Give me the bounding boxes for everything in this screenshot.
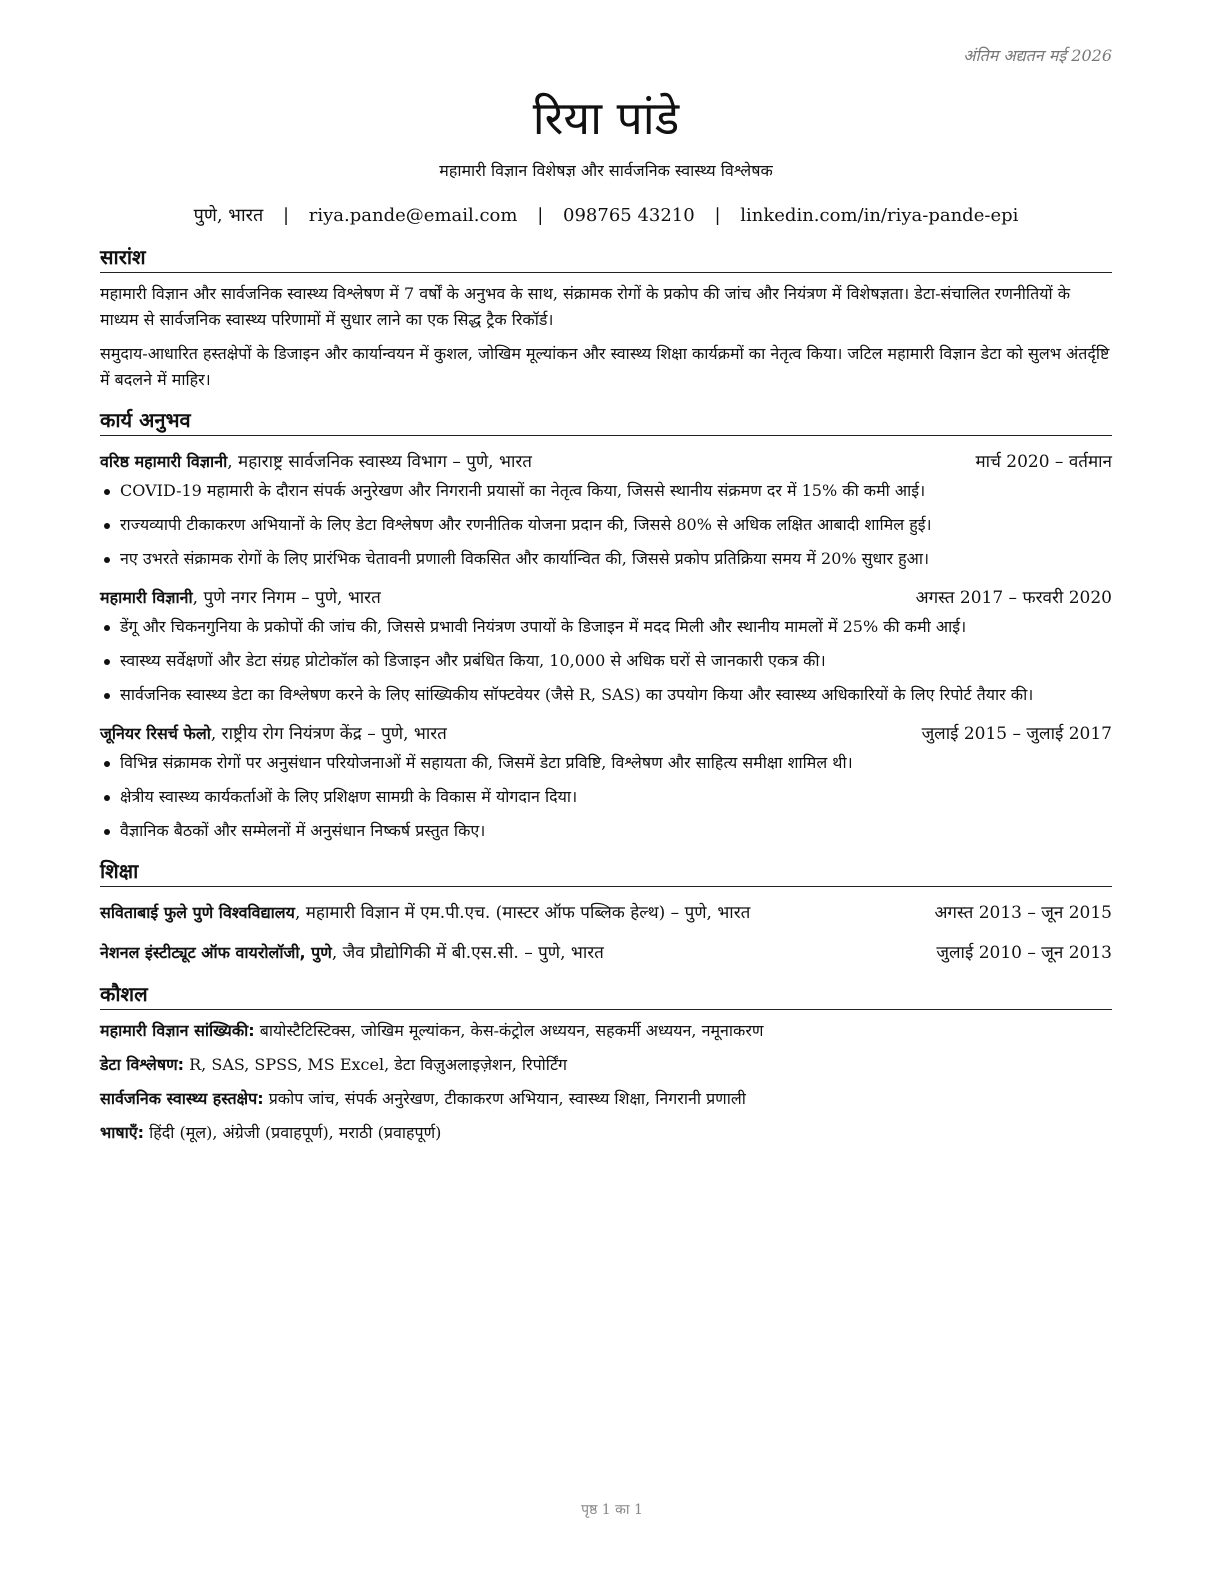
skill-value: प्रकोप जांच, संपर्क अनुरेखण, टीकाकरण अभियान, स्वास्थ्य शिक्षा, निगरानी प्रणाली [263,1089,746,1108]
tagline: महामारी विज्ञान विशेषज्ञ और सार्वजनिक स्वास्थ्य विश्लेषक [439,161,773,180]
education-entry [100,939,1112,967]
contact-separator: | [537,205,544,226]
skill-value: हिंदी (मूल), अंग्रेजी (प्रवाहपूर्ण), मराठी (प्रवाहपूर्ण) [144,1123,442,1142]
page-footer: पृष्ठ 1 का 1 [581,1502,643,1518]
skill-label: महामारी विज्ञान सांख्यिकी: [100,1021,255,1040]
skill-line [100,1120,1112,1146]
job-bullet: वैज्ञानिक बैठकों और सम्मेलनों में अनुसंधान निष्कर्ष प्रस्तुत किए। [100,818,1112,844]
summary-paragraph: समुदाय-आधारित हस्तक्षेपों के डिजाइन और कार्यान्वयन में कुशल, जोखिम मूल्यांकन और स्वास्थ्य शिक्षा कार्यक्रमों का नेतृत्व किया। जटिल महामारी विज्ञान डेटा को सुलभ अंतर्दृष्टि में बदलने में माहिर। [100,344,1110,389]
job-dates: मार्च 2020 – वर्तमान [975,452,1112,472]
job-bullet: स्वास्थ्य सर्वेक्षणों और डेटा संग्रह प्रोटोकॉल को डिजाइन और प्रबंधित किया, 10,000 से अधिक घरों से जानकारी एकत्र की। [100,648,1112,674]
contact-phone: 098765 43210 [563,205,695,226]
contact-separator: | [282,205,290,226]
skills-heading: कौशल [100,981,1112,1010]
job-org: , राष्ट्रीय रोग नियंत्रण केंद्र – पुणे, भारत [210,724,447,744]
experience-heading: कार्य अनुभव [100,407,1112,436]
skill-line [100,1052,1112,1078]
education-dates: अगस्त 2013 – जून 2015 [934,903,1112,923]
summary-heading: सारांश [100,244,1112,273]
skill-label: सार्वजनिक स्वास्थ्य हस्तक्षेप: [100,1089,264,1108]
skill-line [100,1018,1112,1044]
contact-separator: | [714,205,721,226]
job-bullet: COVID-19 महामारी के दौरान संपर्क अनुरेखण और निगरानी प्रयासों का नेतृत्व किया, जिससे स्थानीय संक्रमण दर में 15% की कमी आई। [100,478,1112,504]
education-school: नेशनल इंस्टीट्यूट ऑफ वायरोलॉजी, पुणे [100,943,332,962]
job-bullet: नए उभरते संक्रामक रोगों के लिए प्रारंभिक चेतावनी प्रणाली विकसित और कार्यान्वित की, जिससे प्रकोप प्रतिक्रिया समय में 20% सुधार हुआ। [100,546,1112,572]
last-updated: अंतिम अद्यतन मई 2026 [963,46,1112,65]
job-role: जूनियर रिसर्च फेलो [100,724,211,743]
skill-line [100,1086,1112,1112]
education-detail: , जैव प्रौद्योगिकी में बी.एस.सी. – पुणे, भारत [331,943,604,963]
job-entry [100,448,1112,572]
education-heading: शिक्षा [100,858,1112,887]
contact-line [100,202,1112,230]
job-bullet: क्षेत्रीय स्वास्थ्य कार्यकर्ताओं के लिए प्रशिक्षण सामग्री के विकास में योगदान दिया। [100,784,1112,810]
job-org: , महाराष्ट्र सार्वजनिक स्वास्थ्य विभाग – पुणे, भारत [227,452,532,472]
education-school: सविताबाई फुले पुणे विश्वविद्यालय [100,903,295,922]
skill-value: बायोस्टैटिस्टिक्स, जोखिम मूल्यांकन, केस-कंट्रोल अध्ययन, सहकर्मी अध्ययन, नमूनाकरण [254,1021,764,1040]
job-role: वरिष्ठ महामारी विज्ञानी [100,452,228,471]
job-dates: जुलाई 2015 – जुलाई 2017 [921,724,1112,744]
education-dates: जुलाई 2010 – जून 2013 [936,943,1112,963]
job-entry [100,720,1112,844]
skill-label: डेटा विश्लेषण: [100,1055,185,1074]
resume-page [100,40,1112,1146]
summary-paragraph: महामारी विज्ञान और सार्वजनिक स्वास्थ्य विश्लेषण में 7 वर्षों के अनुभव के साथ, संक्रामक रोगों के प्रकोप की जांच और नियंत्रण में विशेषज्ञता। डेटा-संचालित रणनीतियों के माध्यम से सार्वजनिक स्वास्थ्य परिणामों में सुधार लाने का एक सिद्ध ट्रैक रिकॉर्ड। [100,284,1070,329]
education-entry [100,899,1112,927]
contact-email[interactable]: riya.pande@email.com [308,205,518,226]
job-org: , पुणे नगर निगम – पुणे, भारत [192,588,381,608]
job-bullet: डेंगू और चिकनगुनिया के प्रकोपों की जांच की, जिससे प्रभावी नियंत्रण उपायों के डिजाइन में मदद मिली और स्थानीय मामलों में 25% की कमी आई। [100,614,1112,640]
job-entry [100,584,1112,708]
job-dates: अगस्त 2017 – फरवरी 2020 [915,588,1112,608]
candidate-name: रिया पांडे [532,91,680,145]
education-detail: , महामारी विज्ञान में एम.पी.एच. (मास्टर ऑफ पब्लिक हेल्थ) – पुणे, भारत [294,903,751,923]
contact-location: पुणे, भारत [193,205,264,226]
job-role: महामारी विज्ञानी [100,588,193,607]
job-bullet: सार्वजनिक स्वास्थ्य डेटा का विश्लेषण करने के लिए सांख्यिकीय सॉफ्टवेयर (जैसे R, SAS) का उपयोग किया और स्वास्थ्य अधिकारियों के लिए रिपोर्ट तैयार की। [100,682,1112,708]
job-bullet: राज्यव्यापी टीकाकरण अभियानों के लिए डेटा विश्लेषण और रणनीतिक योजना प्रदान की, जिससे 80% से अधिक लक्षित आबादी शामिल हुई। [100,512,1112,538]
job-bullet: विभिन्न संक्रामक रोगों पर अनुसंधान परियोजनाओं में सहायता की, जिसमें डेटा प्रविष्टि, विश्लेषण और साहित्य समीक्षा शामिल थी। [100,750,1112,776]
contact-linkedin[interactable]: linkedin.com/in/riya-pande-epi [740,205,1019,226]
skill-value: R, SAS, SPSS, MS Excel, डेटा विज़ुअलाइज़ेशन, रिपोर्टिंग [184,1055,568,1074]
skill-label: भाषाएँ: [100,1123,145,1142]
